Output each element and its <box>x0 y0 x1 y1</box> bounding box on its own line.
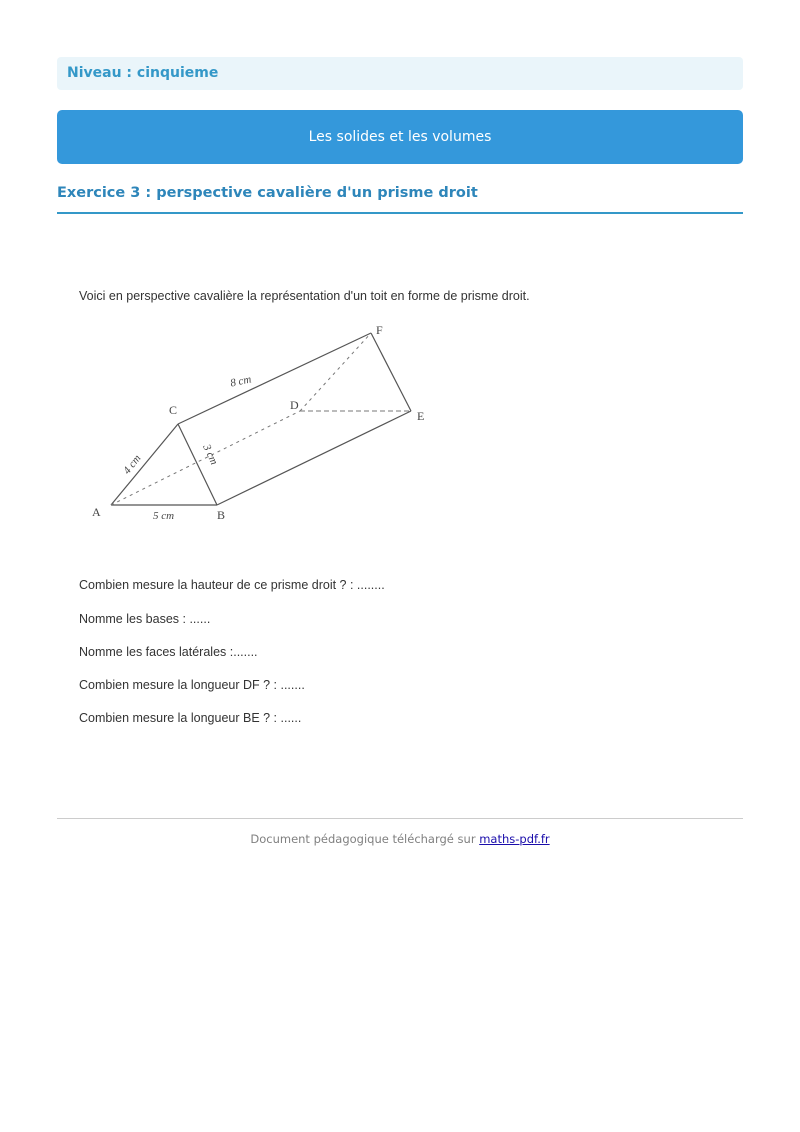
point-e: E <box>417 409 425 423</box>
question-3: Nomme les faces latérales :....... <box>79 645 258 659</box>
footer-link[interactable]: maths-pdf.fr <box>479 832 550 846</box>
question-2: Nomme les bases : ...... <box>79 612 211 626</box>
point-c: C <box>169 403 178 417</box>
measure-bc: 3 cm <box>200 442 221 467</box>
measure-ac: 4 cm <box>121 452 144 477</box>
point-f: F <box>376 323 383 337</box>
footer-text: Document pédagogique téléchargé sur <box>250 832 476 846</box>
edge-fe <box>371 333 411 411</box>
intro-text: Voici en perspective cavalière la représentation d'un toit en forme de prisme droit. <box>79 289 530 303</box>
footer <box>0 832 800 846</box>
measure-ab: 5 cm <box>153 510 175 522</box>
question-4: Combien mesure la longueur DF ? : ....... <box>79 678 305 692</box>
point-a: A <box>92 505 101 519</box>
point-d: D <box>290 398 299 412</box>
prism-figure <box>80 318 440 533</box>
question-1: Combien mesure la hauteur de ce prisme droit ? : ........ <box>79 578 385 592</box>
point-b: B <box>217 508 226 522</box>
edge-ac <box>111 424 178 505</box>
footer-divider <box>57 818 743 819</box>
question-5: Combien mesure la longueur BE ? : ...... <box>79 711 302 725</box>
measure-cf: 8 cm <box>229 373 253 390</box>
edge-cf <box>178 333 371 424</box>
exercise-title-rule <box>57 212 743 214</box>
level-label: Niveau : cinquieme <box>57 57 743 90</box>
hidden-edge-df <box>300 333 371 411</box>
chapter-banner: Les solides et les volumes <box>57 110 743 164</box>
exercise-title: Exercice 3 : perspective cavalière d'un prisme droit <box>57 185 478 201</box>
edge-be <box>217 411 411 505</box>
